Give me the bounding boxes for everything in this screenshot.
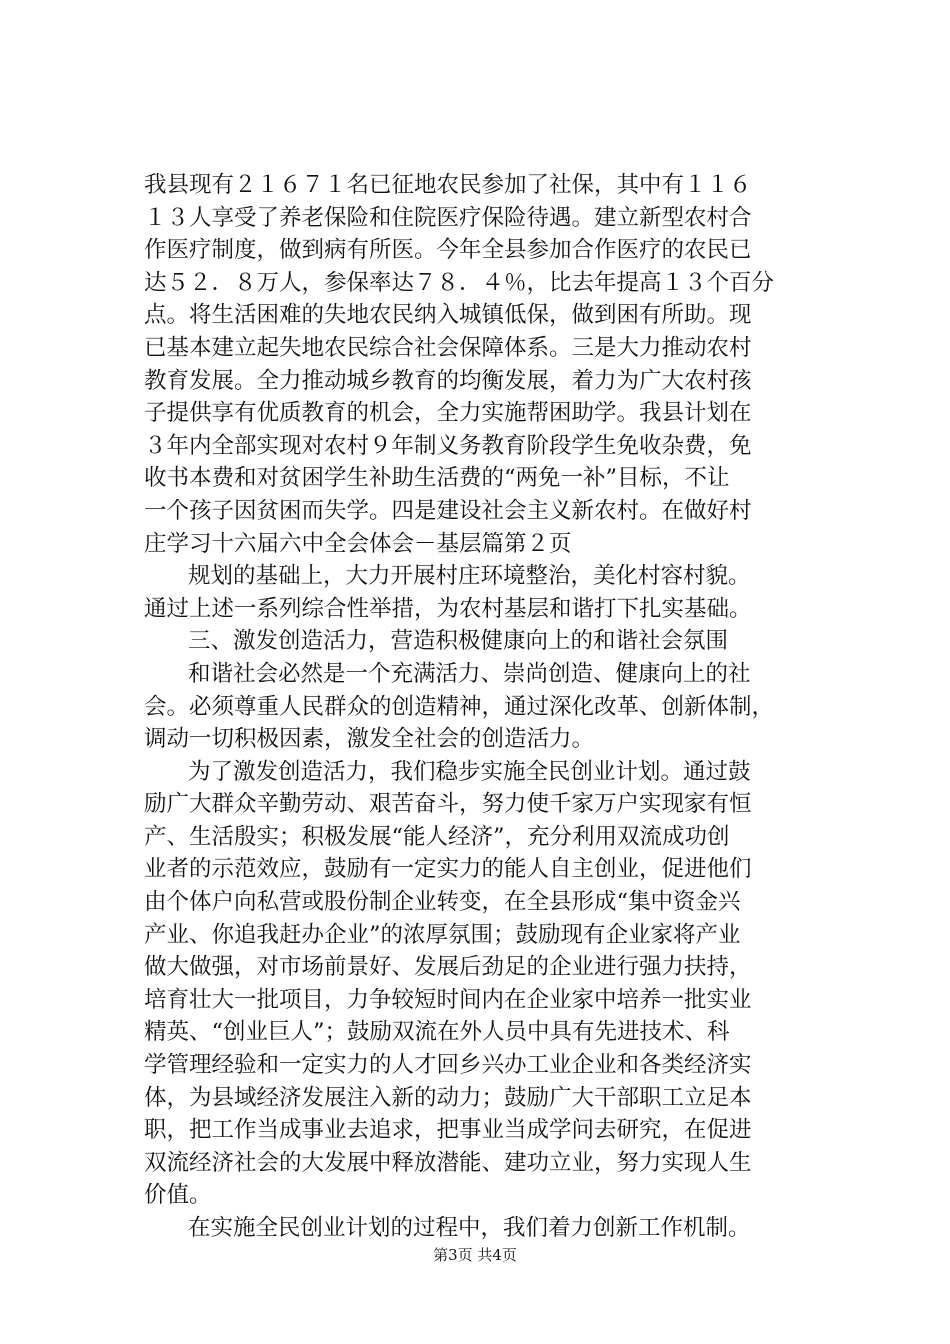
text-line: 双流经济社会的大发展中释放潜能、建功立业，努力实现人生 (144, 1149, 752, 1176)
text-line: 由个体户向私营或股份制企业转变，在全县形成“集中资金兴 (144, 889, 741, 916)
text-line: 调动一切积极因素，激发全社会的创造活力。 (144, 726, 595, 753)
text-line: 一个孩子因贫困而失学。四是建设社会主义新农村。在做好村 (144, 497, 752, 524)
text-line: 和谐社会必然是一个充满活力、崇尚创造、健康向上的社 (188, 660, 751, 687)
text-line: 我县现有２１６７１名已征地农民参加了社保，其中有１１６ (144, 172, 752, 198)
body-text (144, 169, 844, 1245)
text-line: 励广大群众辛勤劳动、艰苦奋斗，努力使千家万户实现家有恒 (144, 791, 752, 818)
text-line: 产业、你追我赶办企业”的浓厚氛围；鼓励现有企业家将产业 (144, 921, 741, 948)
text-line: 产、生活殷实；积极发展“能人经济”，充分利用双流成功创 (144, 823, 730, 850)
text-line: ３年内全部实现对农村９年制义务教育阶段学生免收杂费，免 (144, 432, 752, 459)
page-footer: 第3页 共4页 (433, 1246, 517, 1264)
text-line: 精英、“创业巨人”；鼓励双流在外人员中具有先进技术、科 (144, 1019, 730, 1046)
text-line: 培育壮大一批项目，力争较短时间内在企业家中培养一批实业 (144, 986, 752, 1013)
text-line: １３人享受了养老保险和住院医疗保险待遇。建立新型农村合 (144, 204, 752, 231)
text-line: 教育发展。全力推动城乡教育的均衡发展，着力为广大农村孩 (144, 367, 752, 394)
text-line: 价值。 (144, 1182, 212, 1209)
text-line: 通过上述一系列综合性举措，为农村基层和谐打下扎实基础。 (144, 595, 752, 622)
text-line: 规划的基础上，大力开展村庄环境整治，美化村容村貌。 (188, 563, 751, 590)
text-line: 职，把工作当成事业去追求，把事业当成学问去研究，在促进 (144, 1117, 752, 1144)
text-line: 庄学习十六届六中全会体会－基层篇第２页 (144, 530, 572, 557)
text-line: 已基本建立起失地农民综合社会保障体系。三是大力推动农村 (144, 334, 752, 361)
text-line: 体，为县域经济发展注入新的动力；鼓励广大干部职工立足本 (144, 1084, 752, 1111)
text-line: 业者的示范效应，鼓励有一定实力的能人自主创业，促进他们 (144, 856, 752, 883)
text-line: 做大做强，对市场前景好、发展后劲足的企业进行强力扶持， (144, 954, 752, 981)
text-line: 作医疗制度，做到病有所医。今年全县参加合作医疗的农民已 (144, 237, 752, 264)
text-line: 为了激发创造活力，我们稳步实施全民创业计划。通过鼓 (188, 758, 751, 785)
text-line: 子提供享有优质教育的机会，全力实施帮困助学。我县计划在 (144, 400, 752, 427)
text-line: 三、激发创造活力，营造积极健康向上的和谐社会氛围 (188, 628, 729, 655)
text-line: 收书本费和对贫困学生补助生活费的“两免一补”目标，不让 (144, 465, 730, 492)
text-line: 学管理经验和一定实力的人才回乡兴办工业企业和各类经济实 (144, 1052, 752, 1079)
text-line: 会。必须尊重人民群众的创造精神，通过深化改革、创新体制， (144, 693, 775, 720)
text-line: 达５２．８万人，参保率达７８．４％，比去年提高１３个百分 (144, 269, 775, 296)
text-line: 点。将生活困难的失地农民纳入城镇低保，做到困有所助。现 (144, 302, 752, 329)
text-line: 在实施全民创业计划的过程中，我们着力创新工作机制。 (188, 1215, 751, 1241)
